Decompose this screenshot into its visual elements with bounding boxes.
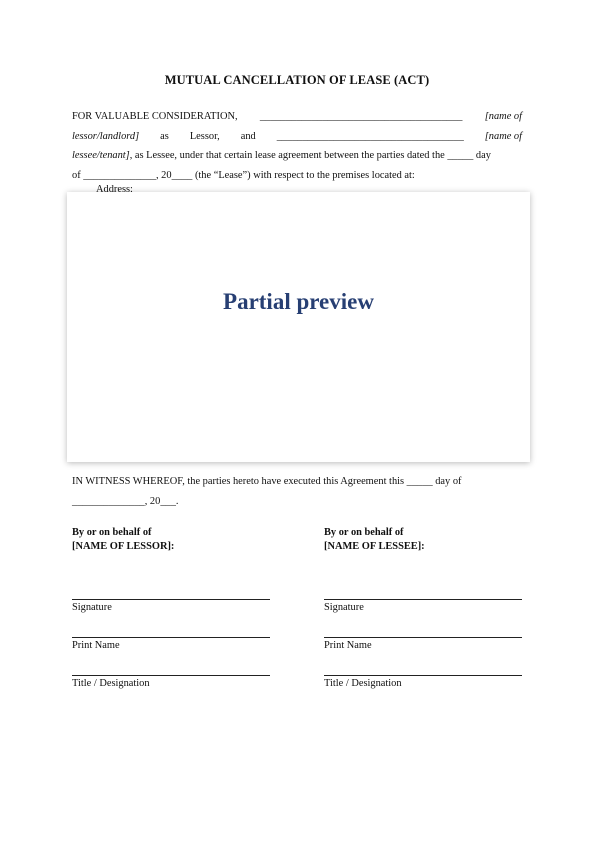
lessee-signature-label: Signature xyxy=(324,602,364,613)
lessor-placeholder-cont: lessor/landlord] xyxy=(72,130,140,142)
lessor-name-blank: _______________________________________ xyxy=(259,111,463,122)
lessor-print-name-label: Print Name xyxy=(72,640,120,651)
lessee-placeholder: [name of xyxy=(484,130,522,142)
lessor-title-line xyxy=(72,675,270,676)
intro-word: as xyxy=(160,130,169,142)
intro-word: Lessor, xyxy=(189,130,220,142)
intro-line-3 xyxy=(72,146,522,166)
lessor-title-label: Title / Designation xyxy=(72,678,150,689)
intro-word: and xyxy=(240,130,256,142)
document-title: MUTUAL CANCELLATION OF LEASE (ACT) xyxy=(164,73,430,87)
lessee-print-name-line xyxy=(324,637,522,638)
witness-text: IN WITNESS WHEREOF, the parties hereto have executed this Agreement this _____ day of xyxy=(72,476,462,487)
intro-line-4: of ______________, 20____ (the “Lease”) with respect to the premises located at: xyxy=(72,169,415,181)
intro-line-2 xyxy=(72,127,522,147)
lessee-print-name-label: Print Name xyxy=(324,640,372,651)
witness-paragraph xyxy=(72,472,522,511)
partial-preview-overlay xyxy=(67,192,530,462)
lessee-title-line xyxy=(324,675,522,676)
lessor-heading-1: By or on behalf of xyxy=(72,527,152,538)
lessee-signature-block xyxy=(324,526,524,553)
lessee-title-label: Title / Designation xyxy=(324,678,402,689)
intro-text: FOR VALUABLE CONSIDERATION, xyxy=(72,111,238,122)
lessor-heading-2: [NAME OF LESSOR]: xyxy=(72,540,175,552)
intro-line-1 xyxy=(72,107,522,127)
witness-line-2: ______________, 20___. xyxy=(72,495,179,507)
lessee-heading-1: By or on behalf of xyxy=(324,527,404,538)
lessor-print-name-line xyxy=(72,637,270,638)
lessor-placeholder: [name of xyxy=(484,111,522,122)
intro-paragraph xyxy=(72,107,522,185)
partial-preview-label: Partial preview xyxy=(223,289,374,314)
intro-text: , as Lessee, under that certain lease agreement between the parties dated the _____ day xyxy=(129,150,491,161)
lessor-signature-label: Signature xyxy=(72,602,112,613)
lessee-name-blank: ____________________________________ xyxy=(276,130,464,142)
address-label: Address: xyxy=(96,184,133,192)
lessor-signature-block xyxy=(72,526,272,553)
lessee-placeholder-cont: lessee/tenant] xyxy=(72,150,130,161)
lessee-heading-2: [NAME OF LESSEE]: xyxy=(324,540,425,552)
witness-line-1 xyxy=(72,472,522,492)
lessor-signature-line xyxy=(72,599,270,600)
lessee-signature-line xyxy=(324,599,522,600)
